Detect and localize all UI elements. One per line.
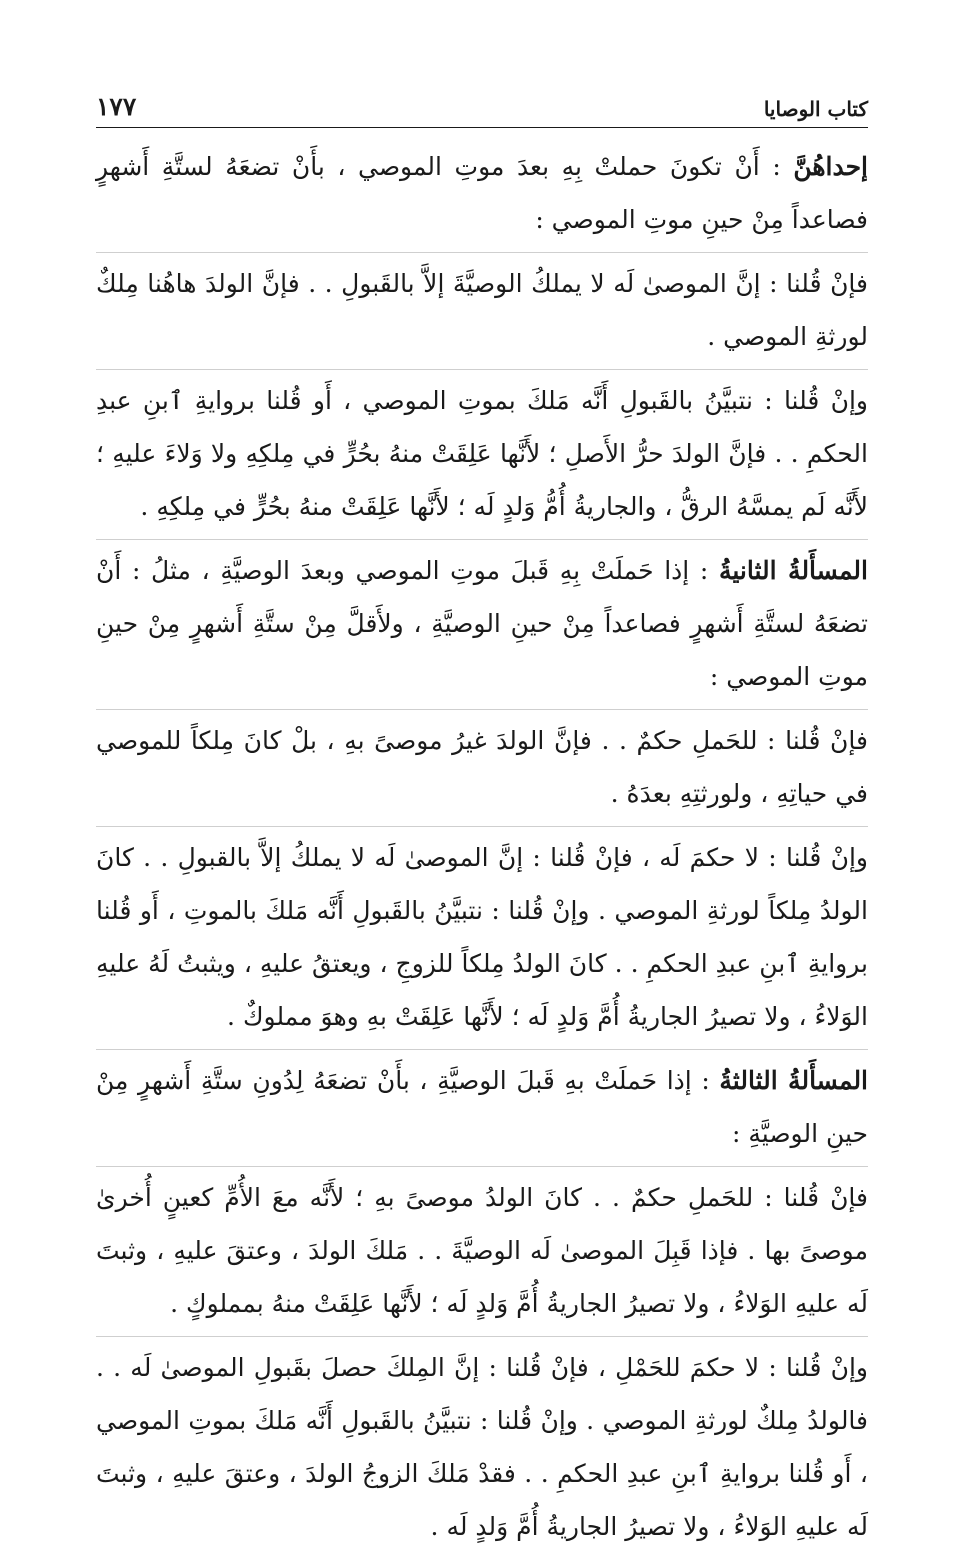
paragraph-text: وإنْ قُلنا : لا حكمَ للحَمْلِ ، فإنْ قُلنا : إنَّ المِلكَ حصلَ بقَبولِ الموصىٰ لَه . . فالولدُ مِلكٌ لورثةِ الموصي . وإنْ قُلنا : نتبيَّنُ بالقَبولِ أَنَّه مَلكَ بموتِ الموصي ، أَو قُلنا بروايةِ ٱبنِ عبدِ الحكمِ . . فقدْ مَلكَ الزوجُ الولدَ ، وعتقَ عليهِ ، وثبتَ لَه عليهِ الوَلاءُ ، ولا تصيرُ الجاريةُ أُمَّ وَلدٍ لَه .	[96, 1353, 868, 1541]
paragraph-lead: المسأَلةُ الثالثةُ	[719, 1066, 869, 1095]
paragraph	[96, 369, 868, 533]
paragraph	[96, 539, 868, 703]
paragraph-text: فإنْ قُلنا : للحَملِ حكمٌ . . فإنَّ الولدَ غيرُ موصىً بهِ ، بلْ كانَ مِلكاً للموصي في حياتِهِ ، ولورثتِهِ بعدَهُ .	[96, 726, 868, 808]
paragraph	[96, 252, 868, 363]
paragraph	[96, 140, 868, 246]
page-body	[96, 140, 868, 1553]
paragraph	[96, 826, 868, 1043]
paragraph	[96, 709, 868, 820]
page-header	[96, 92, 868, 128]
paragraph-lead: المسأَلةُ الثانيةُ	[718, 556, 868, 585]
paragraph-text: : إذا حَملَتْ بهِ قَبلَ الوصيَّةِ ، بأَنْ تضعَهُ لِدُونِ ستَّةِ أَشهرٍ مِنْ حينِ الوصيَّةِ :	[96, 1066, 868, 1148]
paragraph	[96, 1049, 868, 1160]
paragraph	[96, 1166, 868, 1330]
paragraph-text: فإنْ قُلنا : للحَملِ حكمٌ . . كانَ الولدُ موصىً بهِ ؛ لأَنَّه معَ الأُمِّ كعينٍ أُخرىٰ موصىً بها . فإذا قَبِلَ الموصىٰ لَه الوصيَّةَ . . مَلكَ الولدَ ، وعتقَ عليهِ ، وثبتَ لَه عليهِ الوَلاءُ ، ولا تصيرُ الجاريةُ أُمَّ وَلدٍ لَه ؛ لأَنَّها عَلِقَتْ منهُ بمملوكٍ .	[96, 1183, 868, 1318]
paragraph-text: : إذا حَملَتْ بِهِ قَبلَ موتِ الموصي وبعدَ الوصيَّةِ ، مثلُ : أَنْ تضعَهُ لستَّةِ أَشهرٍ فصاعداً مِنْ حينِ الوصيَّةِ ، ولأَقلَّ مِنْ ستَّةِ أَشهرٍ مِنْ حينِ موتِ الموصي :	[96, 556, 868, 691]
paragraph-text: : أَنْ تكونَ حملتْ بِهِ بعدَ موتِ الموصي ، بأَنْ تضعَهُ لستَّةِ أَشهرٍ فصاعداً مِنْ حينِ موتِ الموصي :	[96, 152, 868, 234]
paragraph-text: وإنْ قُلنا : نتبيَّنُ بالقَبولِ أَنَّه مَلكَ بموتِ الموصي ، أَو قُلنا بروايةِ ٱبنِ عبدِ الحكمِ . . فإنَّ الولدَ حرُّ الأَصلِ ؛ لأَنَّها عَلِقَتْ منهُ بحُرٍّ في مِلكِهِ ولا وَلاءَ عليهِ ؛ لأَنَّه لَم يمسَّهُ الرقُّ ، والجاريةُ أُمُّ وَلدٍ لَه ؛ لأَنَّها عَلِقَتْ منهُ بحُرٍّ في مِلكِهِ .	[96, 386, 868, 521]
paragraph	[96, 1336, 868, 1553]
page-number: ١٧٧	[96, 92, 137, 121]
running-title: كتاب الوصايا	[763, 97, 868, 121]
paragraph-lead: إحداهُنَّ	[793, 152, 868, 181]
paragraph-text: وإنْ قُلنا : لا حكمَ لَه ، فإنْ قُلنا : إنَّ الموصىٰ لَه لا يملكُ إلاَّ بالقبولِ . . كانَ الولدُ مِلكاً لورثةِ الموصي . وإنْ قُلنا : نتبيَّنُ بالقَبولِ أَنَّه مَلكَ بالموتِ ، أَو قُلنا بروايةِ ٱبنِ عبدِ الحكمِ . . كانَ الولدُ مِلكاً للزوجِ ، ويعتقُ عليهِ ، ويثبتُ لَهُ عليهِ الوَلاءُ ، ولا تصيرُ الجاريةُ أُمَّ وَلدٍ لَه ؛ لأَنَّها عَلِقَتْ بهِ وهوَ مملوكٌ .	[96, 843, 868, 1031]
paragraph-text: فإنْ قُلنا : إنَّ الموصىٰ لَه لا يملكُ الوصيَّةَ إلاَّ بالقَبولِ . . فإنَّ الولدَ هاهُنا مِلكٌ لورثةِ الموصي .	[96, 269, 868, 351]
